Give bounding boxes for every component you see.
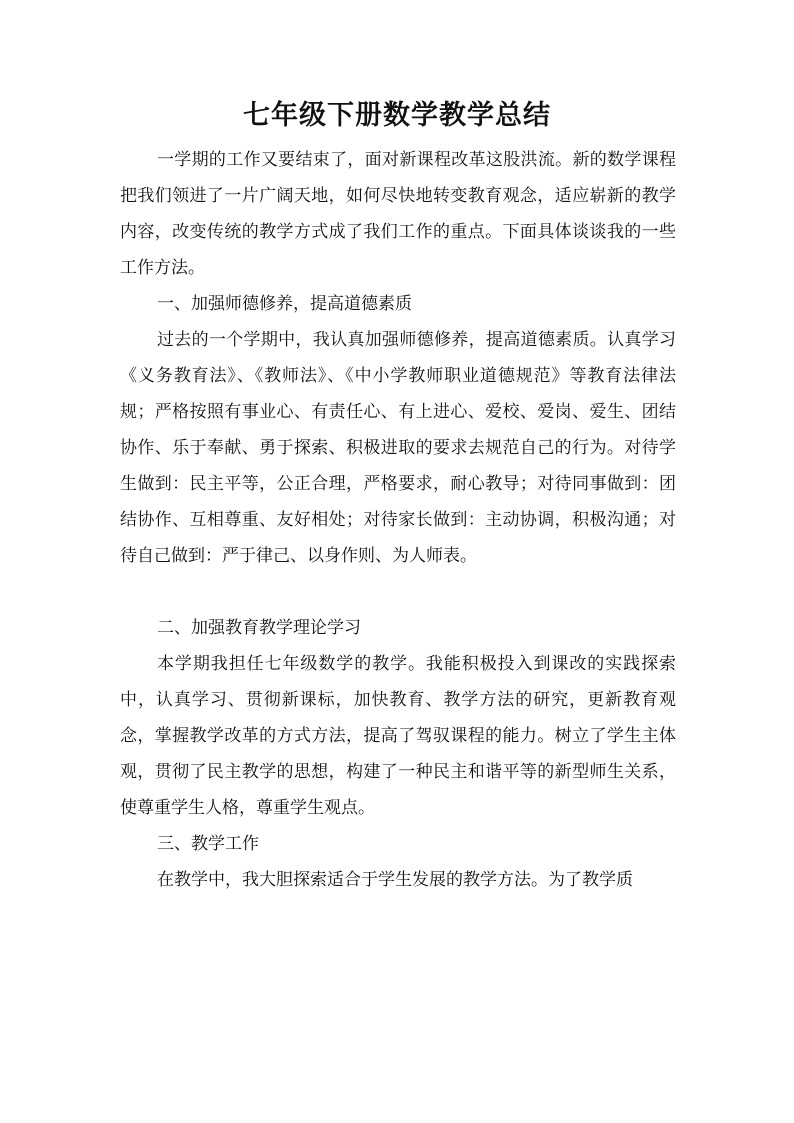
section-heading-1: 一、加强师德修养，提高道德素质 bbox=[157, 294, 412, 314]
section-2-paragraph: 本学期我担任七年级数学的教学。我能积极投入到课改的实践探索中，认真学习、贯彻新课标，加快教育、教学方法的研究，更新教育观念，掌握教学改革的方式方法，提高了驾驭课程的能力。树立了学生主体观，贯彻了民主教学的思想，构建了一种民主和谐平等的新型师生关系，使尊重学生人格，尊重学生观点。 bbox=[120, 654, 676, 818]
paragraph-spacer bbox=[120, 574, 676, 610]
section-heading-2: 二、加强教育教学理论学习 bbox=[157, 618, 361, 638]
document-title: 七年级下册数学教学总结 bbox=[243, 100, 551, 131]
intro-paragraph: 一学期的工作又要结束了，面对新课程改革这股洪流。新的数学课程把我们领进了一片广阔天地，如何尽快地转变教育观念，适应崭新的教学内容，改变传统的教学方式成了我们工作的重点。下面具体谈谈我的一些工作方法。 bbox=[120, 150, 676, 278]
section-3-paragraph: 在教学中，我大胆探索适合于学生发展的教学方法。为了教学质 bbox=[157, 870, 633, 890]
section-1-paragraph: 过去的一个学期中，我认真加强师德修养，提高道德素质。认真学习《义务教育法》、《教师法》、《中小学教师职业道德规范》等教育法律法规；严格按照有事业心、有责任心、有上进心、爱校、爱岗、爱生、团结协作、乐于奉献、勇于探索、积极进取的要求去规范自己的行为。对待学生做到：民主平等，公正合理，严格要求，耐心教导；对待同事做到：团结协作、互相尊重、友好相处；对待家长做到：主动协调，积极沟通；对待自己做到：严于律己、以身作则、为人师表。 bbox=[120, 330, 676, 566]
document-body bbox=[120, 142, 676, 898]
section-heading-3: 三、教学工作 bbox=[157, 834, 259, 854]
